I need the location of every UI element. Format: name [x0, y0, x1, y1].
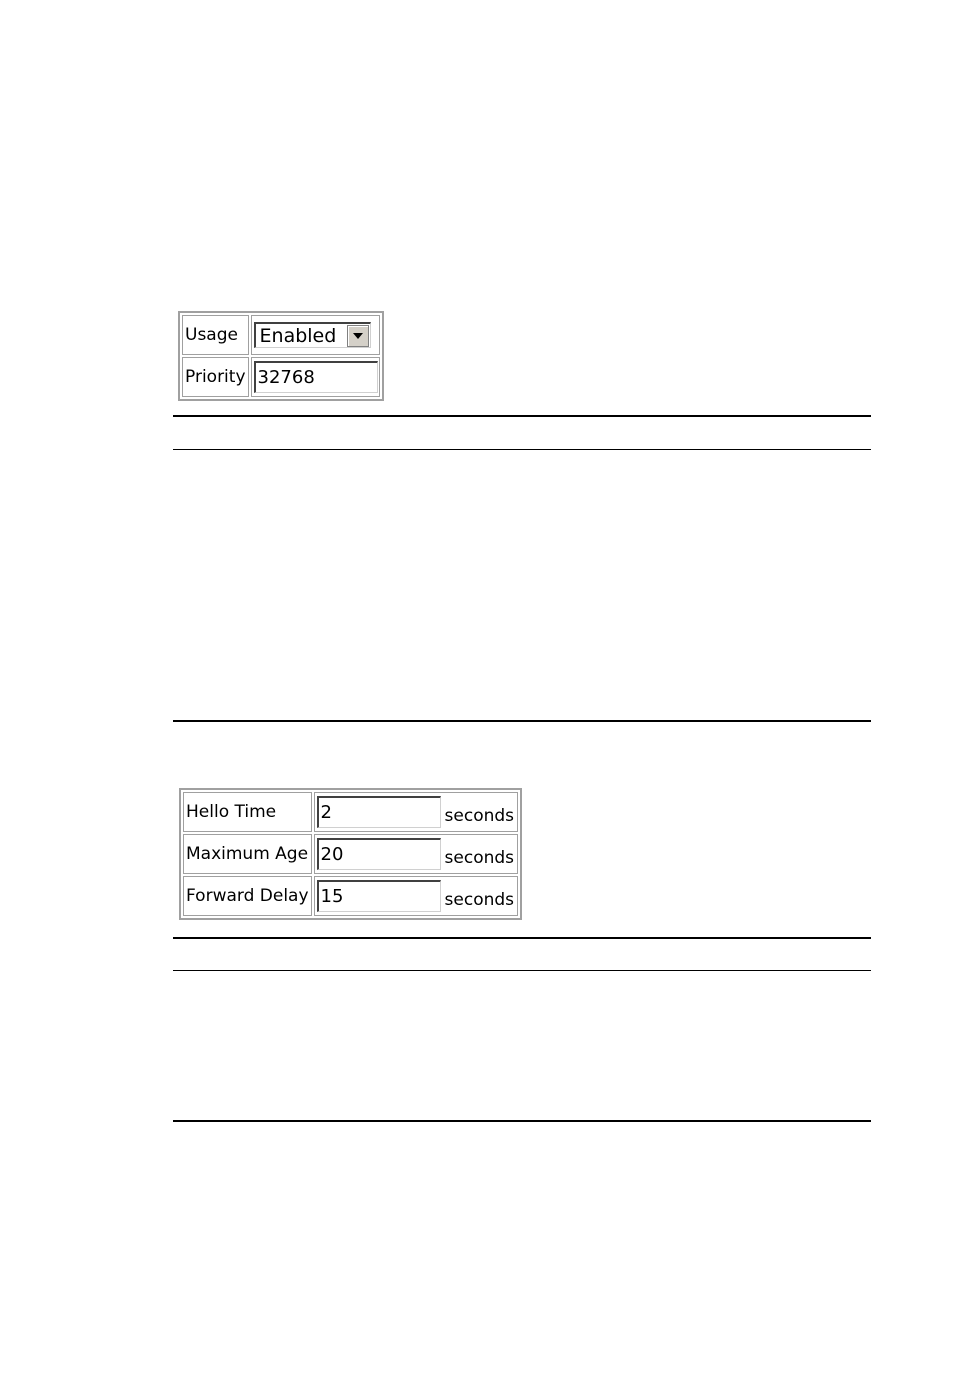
stp-settings-table [178, 311, 384, 401]
maximum-age-cell [314, 834, 518, 874]
forward-delay-row [183, 876, 518, 916]
divider [173, 1120, 871, 1122]
priority-input[interactable]: 32768 [254, 361, 378, 393]
stp-timers-table [179, 788, 522, 920]
divider [173, 720, 871, 722]
maximum-age-unit: seconds [444, 848, 515, 868]
forward-delay-input[interactable]: 15 [317, 880, 441, 912]
divider [173, 415, 871, 417]
hello-time-cell [314, 792, 518, 832]
chevron-down-icon[interactable] [347, 325, 369, 347]
usage-row [182, 315, 380, 355]
forward-delay-unit: seconds [444, 890, 515, 910]
priority-label: Priority [182, 357, 249, 397]
divider [173, 449, 871, 450]
maximum-age-row [183, 834, 518, 874]
usage-select-value: Enabled [259, 324, 337, 347]
hello-time-unit: seconds [444, 806, 515, 826]
priority-cell [251, 357, 380, 397]
usage-label: Usage [182, 315, 249, 355]
hello-time-row [183, 792, 518, 832]
priority-row [182, 357, 380, 397]
usage-cell [251, 315, 380, 355]
forward-delay-cell [314, 876, 518, 916]
divider [173, 937, 871, 939]
forward-delay-label: Forward Delay [183, 876, 312, 916]
usage-select[interactable] [254, 322, 371, 348]
divider [173, 970, 871, 971]
maximum-age-input[interactable]: 20 [317, 838, 441, 870]
hello-time-input[interactable]: 2 [317, 796, 441, 828]
hello-time-label: Hello Time [183, 792, 312, 832]
maximum-age-label: Maximum Age [183, 834, 312, 874]
